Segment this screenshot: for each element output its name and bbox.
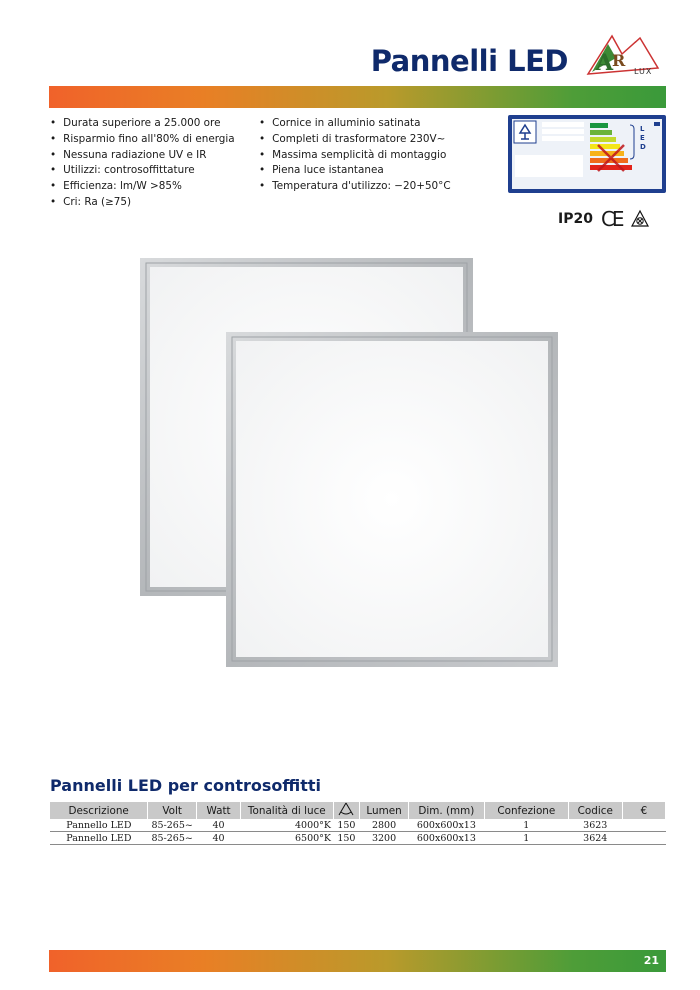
cell-watt: 40 — [197, 819, 241, 832]
header-color-band — [49, 86, 666, 108]
section-title: Pannelli LED per controsoffitti — [50, 776, 322, 795]
col-header-volt: Volt — [148, 802, 197, 819]
feature-item: • Cornice in alluminio satinata — [259, 116, 451, 132]
cell-volt: 85-265~ — [148, 832, 197, 845]
feature-list-left — [50, 116, 235, 211]
feature-item: • Cri: Ra (≥75) — [50, 195, 235, 211]
svg-text:A: A — [596, 50, 614, 76]
feature-list-right — [259, 116, 451, 195]
cell-descrizione: Pannello LED — [50, 819, 148, 832]
col-header-tonalita: Tonalità di luce — [241, 802, 333, 819]
feature-item: • Risparmio fino all'80% di energia — [50, 132, 235, 148]
col-header-dimensioni: Dim. (mm) — [408, 802, 484, 819]
col-header-watt: Watt — [197, 802, 241, 819]
beam-angle-icon — [337, 802, 355, 816]
product-image — [140, 255, 560, 667]
svg-text:E: E — [640, 134, 645, 142]
feature-item: • Durata superiore a 25.000 ore — [50, 116, 235, 132]
table-row — [50, 832, 666, 845]
cell-dimensioni: 600x600x13 — [408, 832, 484, 845]
cell-lumen: 3200 — [360, 832, 409, 845]
brand-logo — [578, 30, 668, 80]
col-header-descrizione: Descrizione — [50, 802, 148, 819]
col-header-beam-angle — [333, 802, 360, 819]
col-header-confezione: Confezione — [484, 802, 568, 819]
svg-text:R: R — [612, 51, 626, 70]
certifications — [558, 207, 650, 231]
feature-item: • Efficienza: lm/W >85% — [50, 179, 235, 195]
cell-watt: 40 — [197, 832, 241, 845]
cell-angle: 150 — [333, 819, 360, 832]
class-triangle-icon — [630, 209, 650, 229]
energy-label — [508, 115, 666, 193]
cell-tonalita: 4000°K — [241, 819, 333, 832]
footer-color-band — [49, 950, 666, 972]
product-table — [50, 802, 666, 845]
cell-prezzo — [622, 819, 665, 832]
col-header-codice: Codice — [568, 802, 622, 819]
cell-codice: 3623 — [568, 819, 622, 832]
cell-prezzo — [622, 832, 665, 845]
cell-codice: 3624 — [568, 832, 622, 845]
svg-text:LUX: LUX — [634, 67, 653, 76]
svg-text:D: D — [640, 143, 646, 151]
page-number: 21 — [643, 954, 659, 967]
feature-item: • Utilizzi: controsoffittature — [50, 163, 235, 179]
ip-rating: IP20 — [558, 211, 593, 227]
cell-volt: 85-265~ — [148, 819, 197, 832]
cell-confezione: 1 — [484, 832, 568, 845]
cell-tonalita: 6500°K — [241, 832, 333, 845]
energy-label-graphic — [512, 119, 662, 189]
feature-item: • Completi di trasformatore 230V~ — [259, 132, 451, 148]
table-row — [50, 819, 666, 832]
cell-dimensioni: 600x600x13 — [408, 819, 484, 832]
feature-item: • Nessuna radiazione UV e IR — [50, 148, 235, 164]
led-panel-front — [226, 332, 558, 667]
page-title: Pannelli LED — [370, 44, 568, 78]
ce-mark-icon: CE — [600, 207, 622, 231]
cell-lumen: 2800 — [360, 819, 409, 832]
feature-item: • Temperatura d'utilizzo: −20+50°C — [259, 179, 451, 195]
feature-item: • Massima semplicità di montaggio — [259, 148, 451, 164]
cell-angle: 150 — [333, 832, 360, 845]
col-header-lumen: Lumen — [360, 802, 409, 819]
feature-item: • Piena luce istantanea — [259, 163, 451, 179]
table-header-row — [50, 802, 666, 819]
cell-descrizione: Pannello LED — [50, 832, 148, 845]
svg-text:L: L — [640, 125, 645, 133]
col-header-euro: € — [622, 802, 665, 819]
cell-confezione: 1 — [484, 819, 568, 832]
